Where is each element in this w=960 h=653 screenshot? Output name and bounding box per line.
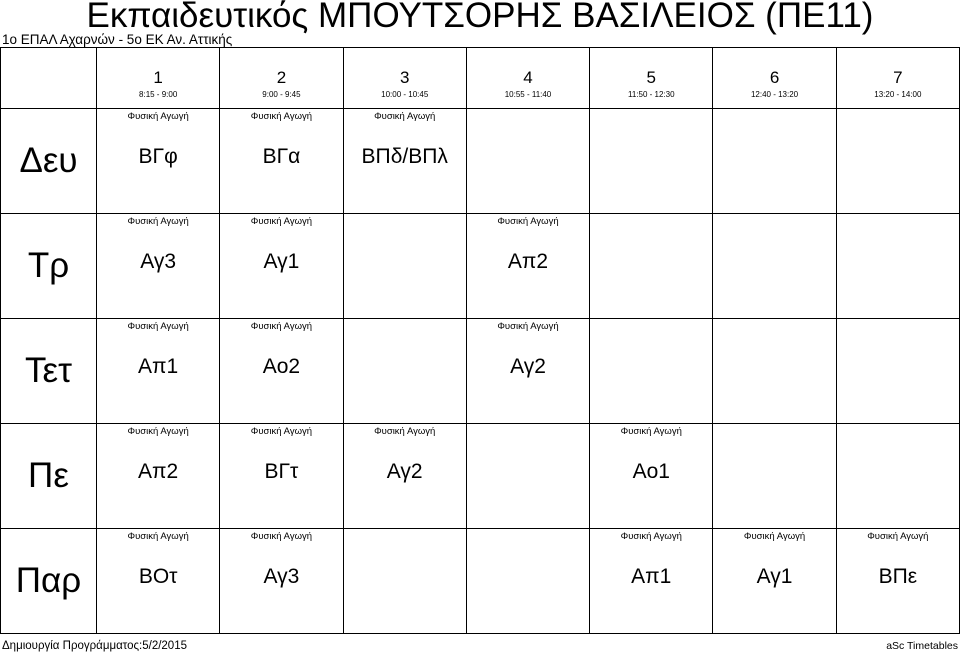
lesson-class: Αγ1: [263, 250, 300, 273]
corner-cell: [1, 48, 97, 109]
lesson-cell: [220, 109, 343, 214]
period-header: [220, 48, 343, 109]
lesson-subject: Φυσική Αγωγή: [743, 531, 806, 542]
lesson-subject: Φυσική Αγωγή: [250, 111, 313, 122]
creation-date: Δημιουργία Προγράμματος:5/2/2015: [2, 640, 187, 652]
lesson-class: ΒΓα: [262, 145, 301, 168]
lesson-cell: [220, 319, 343, 424]
page-title: Εκπαιδευτικός ΜΠΟΥΤΣΟΡΗΣ ΒΑΣΙΛΕΙΟΣ (ΠΕ11): [86, 0, 874, 35]
lesson-class: Αγ1: [756, 565, 793, 588]
lesson-cell: [97, 214, 220, 319]
lesson-class: Αγ3: [263, 565, 300, 588]
lesson-subject: Φυσική Αγωγή: [250, 531, 313, 542]
lesson-class: Απ1: [138, 355, 179, 378]
lesson-class: Αο1: [632, 460, 670, 483]
period-number: 5: [646, 68, 656, 87]
period-number: 2: [276, 68, 287, 87]
period-time: 12:40 - 13:20: [750, 90, 799, 99]
period-time: 11:50 - 12:30: [627, 90, 675, 99]
period-time: 13:20 - 14:00: [874, 90, 922, 99]
lesson-subject: Φυσική Αγωγή: [620, 531, 682, 542]
empty-cell: [343, 214, 466, 319]
lesson-cell: [836, 529, 959, 634]
empty-cell: [590, 319, 713, 424]
timetable-grid: [0, 47, 960, 634]
lesson-subject: Φυσική Αγωγή: [127, 111, 189, 122]
lesson-subject: Φυσική Αγωγή: [127, 531, 189, 542]
period-header-row: [1, 48, 960, 109]
period-time: 10:55 - 11:40: [504, 90, 552, 99]
day-label: Τετ: [1, 319, 97, 424]
day-row-thu: [1, 424, 960, 529]
period-time: 9:00 - 9:45: [262, 90, 301, 99]
lesson-cell: [466, 319, 589, 424]
lesson-class: ΒΟτ: [138, 565, 178, 588]
day-label: Πε: [1, 424, 97, 529]
day-label: Δευ: [1, 109, 97, 214]
day-row-fri: [1, 529, 960, 634]
lesson-cell: [713, 529, 836, 634]
lesson-subject: Φυσική Αγωγή: [620, 426, 682, 437]
empty-cell: [713, 319, 836, 424]
lesson-class: Απ1: [631, 565, 672, 588]
lesson-cell: [220, 424, 343, 529]
lesson-cell: [97, 109, 220, 214]
lesson-subject: Φυσική Αγωγή: [374, 426, 436, 437]
empty-cell: [590, 214, 713, 319]
lesson-class: ΒΠδ/ΒΠλ: [361, 145, 448, 168]
empty-cell: [713, 109, 836, 214]
lesson-subject: Φυσική Αγωγή: [250, 426, 313, 437]
lesson-class: Αγ2: [386, 460, 423, 483]
period-number: 6: [769, 68, 780, 87]
lesson-cell: [220, 529, 343, 634]
lesson-class: Αγ3: [140, 250, 177, 273]
period-number: 7: [893, 68, 903, 87]
lesson-subject: Φυσική Αγωγή: [250, 321, 313, 332]
period-number: 4: [523, 68, 533, 87]
lesson-cell: [97, 529, 220, 634]
day-row-wed: [1, 319, 960, 424]
period-time: 10:00 - 10:45: [381, 90, 429, 99]
empty-cell: [836, 319, 959, 424]
lesson-subject: Φυσική Αγωγή: [127, 321, 189, 332]
empty-cell: [836, 424, 959, 529]
empty-cell: [836, 109, 959, 214]
period-header: [713, 48, 836, 109]
day-label: Τρ: [1, 214, 97, 319]
period-header: [97, 48, 220, 109]
period-number: 1: [153, 68, 163, 87]
lesson-cell: [590, 529, 713, 634]
lesson-subject: Φυσική Αγωγή: [867, 531, 929, 542]
software-credit: aSc Timetables: [886, 640, 958, 652]
period-header: [836, 48, 959, 109]
lesson-class: ΒΓτ: [264, 460, 299, 483]
lesson-cell: [343, 109, 466, 214]
empty-cell: [343, 319, 466, 424]
school-name: 1ο ΕΠΑΛ Αχαρνών - 5ο ΕΚ Αν. Αττικής: [2, 32, 233, 47]
lesson-class: Αο2: [262, 355, 301, 378]
lesson-class: Απ2: [138, 460, 179, 483]
empty-cell: [713, 214, 836, 319]
lesson-cell: [97, 319, 220, 424]
lesson-subject: Φυσική Αγωγή: [374, 111, 436, 122]
empty-cell: [343, 529, 466, 634]
lesson-subject: Φυσική Αγωγή: [497, 216, 559, 227]
empty-cell: [713, 424, 836, 529]
period-header: [466, 48, 589, 109]
lesson-cell: [590, 424, 713, 529]
empty-cell: [836, 214, 959, 319]
empty-cell: [466, 109, 589, 214]
lesson-cell: [220, 214, 343, 319]
lesson-subject: Φυσική Αγωγή: [127, 216, 189, 227]
period-number: 3: [399, 68, 410, 87]
lesson-class: Απ2: [507, 250, 549, 273]
period-header: [343, 48, 466, 109]
lesson-subject: Φυσική Αγωγή: [250, 216, 313, 227]
period-time: 8:15 - 9:00: [139, 90, 178, 99]
empty-cell: [466, 529, 589, 634]
empty-cell: [590, 109, 713, 214]
lesson-subject: Φυσική Αγωγή: [127, 426, 189, 437]
lesson-cell: [466, 214, 589, 319]
day-row-mon: [1, 109, 960, 214]
day-label: Παρ: [1, 529, 97, 634]
lesson-class: ΒΠε: [878, 565, 918, 588]
empty-cell: [466, 424, 589, 529]
lesson-cell: [343, 424, 466, 529]
period-header: [590, 48, 713, 109]
lesson-class: Αγ2: [510, 355, 546, 378]
lesson-cell: [97, 424, 220, 529]
day-row-tue: [1, 214, 960, 319]
lesson-class: ΒΓφ: [138, 145, 178, 168]
lesson-subject: Φυσική Αγωγή: [497, 321, 559, 332]
